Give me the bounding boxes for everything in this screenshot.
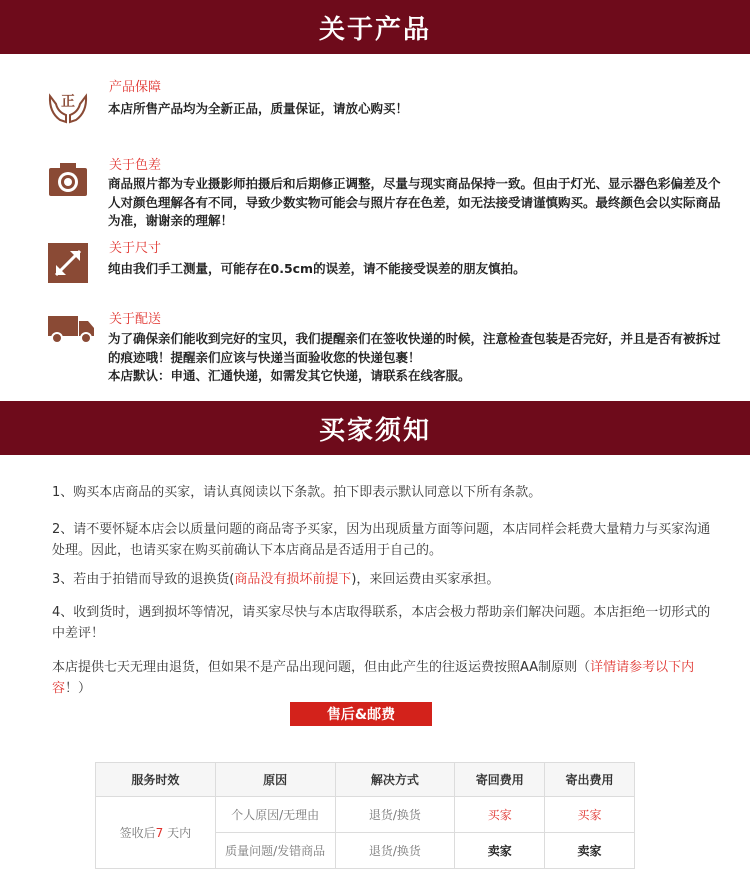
truck-icon [46, 306, 96, 350]
service-table [95, 762, 635, 869]
buyer-notice-banner [0, 401, 750, 455]
header-return-fee: 寄回费用 [455, 763, 545, 797]
notice-2: 2、请不要怀疑本店会以质量问题的商品寄予买家，因为出现质量方面等问题，本店同样会耗费大量精力与买家沟通处理。因此，也请买家在购买前确认下本店商品是否适用于自己的。 [52, 522, 711, 558]
solution-cell: 退货/换货 [335, 833, 455, 869]
return-fee-cell: 卖家 [455, 833, 545, 869]
item-body: 纯由我们手工测量，可能存在0.5cm的误差，请不能接受误差的朋友慎拍。 [108, 261, 526, 276]
buyer-notice-heading: 买家须知 [318, 415, 431, 446]
notice-5-a: 本店提供七天无理由退货，但如果不是产品出现问题，但由此产生的往返运费按照AA制原则（ [52, 660, 591, 675]
period-cell [96, 797, 216, 869]
about-product-banner [0, 0, 750, 54]
item-title: 产品保障 [109, 80, 162, 95]
item-body: 本店所售产品均为全新正品，质量保证，请放心购买！ [108, 101, 409, 116]
send-fee-cell: 买家 [545, 797, 635, 833]
after-sale-shipping-button[interactable]: 售后&邮费 [290, 702, 432, 726]
period-suffix: 天内 [163, 826, 192, 840]
header-send-fee: 寄出费用 [545, 763, 635, 797]
resize-arrow-icon [46, 241, 90, 285]
notice-3 [52, 569, 722, 590]
period-days: 7 [155, 826, 164, 840]
header-reason: 原因 [215, 763, 335, 797]
item-title: 关于配送 [109, 312, 162, 327]
about-product-heading: 关于产品 [318, 14, 431, 45]
notice-4: 4、收到货时，遇到损坏等情况，请买家尽快与本店取得联系，本店会极力帮助亲们解决问题。本店拒绝一切形式的中差评！ [52, 605, 711, 641]
send-fee-cell: 卖家 [545, 833, 635, 869]
delivery-body-text: 为了确保亲们能收到完好的宝贝，我们提醒亲们在签收快递的时候，注意检查包装是否完好，并且是否有被拆过的痕迹哦！提醒亲们应该与快递当面验收您的快递包裹！ [108, 331, 721, 365]
notice-3-a: 3、若由于拍错而导致的退换货( [52, 572, 235, 587]
table-header-row [96, 763, 635, 797]
reason-cell: 个人原因/无理由 [215, 797, 335, 833]
notice-5 [52, 657, 722, 699]
notice-5-highlight: 详情请参考以下内容 [52, 660, 695, 696]
period-prefix: 签收后 [119, 826, 156, 840]
notice-3-highlight: 商品没有损坏前提下 [234, 572, 352, 587]
item-title: 关于色差 [109, 158, 162, 173]
item-body: 商品照片都为专业摄影师拍摄后和后期修正调整，尽量与现实商品保持一致。但由于灯光、显示器色彩偏差及个人对颜色理解各有不同，导致少数实物可能会与照片存在色差，如无法接受请谨慎购买。最终颜色会以实际商品为准，谢谢亲的理解！ [108, 176, 721, 228]
return-fee-cell: 买家 [455, 797, 545, 833]
item-title: 关于尺寸 [109, 241, 162, 256]
zheng-glyph: 正 [61, 94, 75, 110]
camera-icon [46, 158, 90, 202]
header-period: 服务时效 [96, 763, 216, 797]
table-row [96, 797, 635, 833]
notice-5-b: ！） [65, 681, 92, 696]
reason-cell: 质量问题/发错商品 [215, 833, 335, 869]
solution-cell: 退货/换货 [335, 797, 455, 833]
delivery-default-courier: 本店默认：申通、汇通快递，如需发其它快递，请联系在线客服。 [108, 368, 471, 383]
notice-1: 1、购买本店商品的买家，请认真阅读以下条款。拍下即表示默认同意以下所有条款。 [52, 485, 542, 500]
item-body [108, 330, 728, 386]
hands-certified-icon [46, 82, 90, 126]
notice-3-b: )，来回运费由买家承担。 [351, 572, 500, 587]
header-solution: 解决方式 [335, 763, 455, 797]
